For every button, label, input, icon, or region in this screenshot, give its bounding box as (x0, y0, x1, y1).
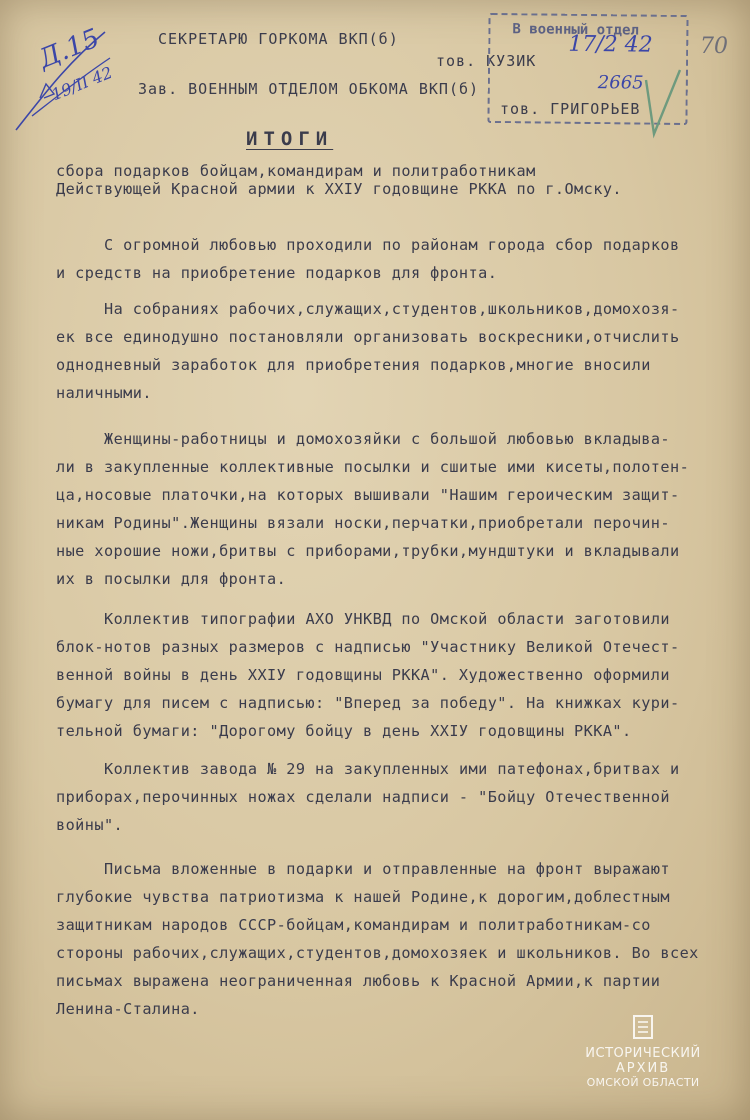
body-line: защитникам народов СССР-бойцам,командирам и политработникам-со (56, 916, 651, 934)
body-line: войны". (56, 816, 124, 834)
body-line: Ленина-Сталина. (56, 1000, 200, 1018)
watermark-line-3: ОМСКОЙ ОБЛАСТИ (586, 1076, 700, 1089)
watermark-line-2: АРХИВ (615, 1061, 671, 1076)
body-line: однодневный заработок для приобретения подарков,многие вносили (56, 356, 651, 374)
body-line: глубокие чувства патриотизма к нашей Родине,к дорогим,доблестным (56, 888, 670, 906)
recipient-line-1: тов. КУЗИК (436, 52, 537, 70)
body-line: приборах,перочинных ножах сделали надписи - "Бойцу Отечественной (56, 788, 670, 806)
body-line: наличными. (56, 384, 152, 402)
body-line: На собраниях рабочих,служащих,студентов,школьников,домохозя- (104, 300, 680, 318)
body-line: письмах выражена неограниченная любовь к Красной Армии,к партии (56, 972, 661, 990)
body-line: блок-нотов разных размеров с надписью "Участнику Великой Отечест- (56, 638, 680, 656)
stamp-number: 2665 (597, 72, 644, 94)
watermark-line-1: ИСТОРИЧЕСКИЙ (585, 1046, 701, 1061)
body-line: Женщины-работницы и домохозяйки с большой любовью вкладыва- (104, 430, 671, 448)
margin-note-date: 19/II 42 (48, 62, 116, 105)
body-line: бумагу для писем с надписью: "Вперед за победу". На книжках кури- (56, 694, 680, 712)
archive-watermark (568, 1012, 718, 1090)
archive-page-number: 70 (700, 34, 728, 59)
body-line: стороны рабочих,служащих,студентов,домохозяек и школьников. Во всех (56, 944, 699, 962)
recipient-line-2: тов. ГРИГОРЬЕВ (500, 100, 641, 118)
body-line: ца,носовые платочки,на которых вышивали "Нашим героическим защит- (56, 486, 680, 504)
body-line: венной войны в день XXIУ годовщины РККА". Художественно оформили (56, 666, 670, 684)
archive-logo-icon (626, 1012, 660, 1042)
body-line: их в посылки для фронта. (56, 570, 287, 588)
stamp-date: 17/2 42 (568, 31, 653, 58)
addressee-line-2: Зав. ВОЕННЫМ ОТДЕЛОМ ОБКОМА ВКП(б) (138, 80, 480, 98)
body-line: Коллектив завода № 29 на закупленных ими патефонах,бритвах и (104, 760, 680, 778)
body-line: и средств на приобретение подарков для фронта. (56, 264, 498, 282)
body-line: Письма вложенные в подарки и отправленные на фронт выражают (104, 860, 671, 878)
document-title: ИТОГИ (246, 128, 334, 150)
stamp-label: В военный отдел (512, 21, 639, 39)
body-line: С огромной любовью проходили по районам города сбор подарков (104, 236, 680, 254)
body-line: ек все единодушно постановляли организовать воскресники,отчислить (56, 328, 680, 346)
addressee-line-1: СЕКРЕТАРЮ ГОРКОМА ВКП(б) (158, 30, 399, 48)
body-line: никам Родины".Женщины вязали носки,перчатки,приобретали перочин- (56, 514, 670, 532)
margin-note-text: Д.15 (34, 23, 104, 75)
handwritten-margin-note (10, 20, 120, 144)
green-check-mark (640, 60, 690, 150)
body-line: ные хорошие ножи,бритвы с приборами,трубки,мундштуки и вкладывали (56, 542, 680, 560)
subtitle-line-1: сбора подарков бойцам,командирам и политработникам (56, 162, 536, 180)
body-line: ли в закупленные коллективные посылки и сшитые ими кисеты,полотен- (56, 458, 690, 476)
body-line: тельной бумаги: "Дорогому бойцу в день XXIУ годовщины РККА". (56, 722, 632, 740)
body-line: Коллектив типографии АХО УНКВД по Омской области заготовили (104, 610, 671, 628)
subtitle-line-2: Действующей Красной армии к XXIУ годовщине РККА по г.Омску. (56, 180, 623, 198)
